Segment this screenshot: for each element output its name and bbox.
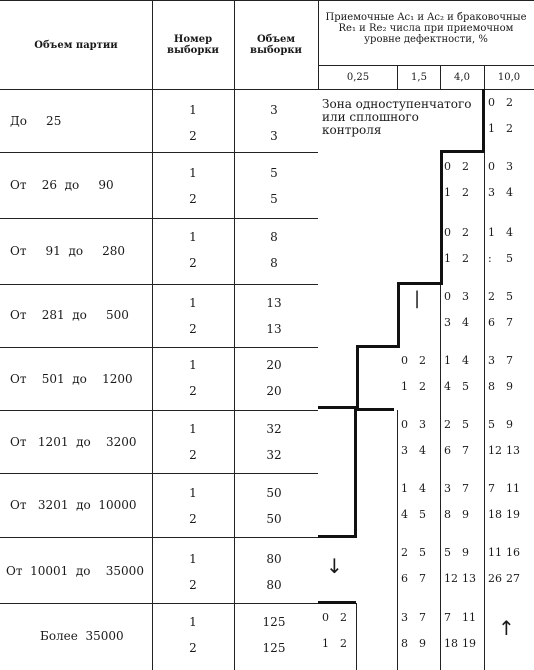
acceptance-number: 27 [506, 572, 520, 585]
boundary-step [356, 408, 394, 411]
sample-size: 80 [266, 578, 282, 592]
header-acceptance-numbers: Приемочные Ac₁ и Ac₂ и браковочные Re₁ и Re₂ числа при приемочном уровне дефектности, % [325, 12, 527, 45]
sample-size: 3 [270, 129, 278, 143]
boundary-step [440, 150, 443, 284]
header-sample-number: Номер выборки [167, 34, 219, 56]
acceptance-number: 7 [419, 572, 426, 585]
acceptance-number: 2 [340, 637, 347, 650]
acceptance-number: 2 [506, 122, 513, 135]
lot-size-label: Более 35000 [40, 629, 124, 643]
sample-number: 1 [189, 103, 197, 117]
acceptance-number: 0 [401, 354, 408, 367]
acceptance-number: 1 [322, 637, 329, 650]
acceptance-number: 5 [506, 252, 513, 265]
acceptance-number: 3 [462, 290, 469, 303]
acceptance-number: 0 [401, 418, 408, 431]
level-100: 10,0 [497, 72, 521, 83]
acceptance-number: 0 [488, 96, 495, 109]
acceptance-number: 1 [444, 186, 451, 199]
acceptance-number: 3 [488, 186, 495, 199]
acceptance-number: 5 [419, 508, 426, 521]
acceptance-number: 12 [488, 444, 502, 457]
level-divider [397, 65, 398, 89]
acceptance-number: 7 [444, 611, 451, 624]
acceptance-number: 7 [506, 354, 513, 367]
boundary-step [397, 282, 400, 347]
acceptance-number: : [488, 252, 492, 265]
row-separator [0, 410, 318, 411]
acceptance-number: 18 [488, 508, 502, 521]
acceptance-number: 2 [419, 380, 426, 393]
acceptance-number: 0 [444, 226, 451, 239]
acceptance-number: 11 [488, 546, 502, 559]
acceptance-number: 4 [506, 226, 513, 239]
sample-number: 1 [189, 358, 197, 372]
acceptance-number: 0 [488, 160, 495, 173]
boundary-step [482, 89, 485, 152]
arrow-up-icon: ↑ [498, 616, 515, 640]
acceptance-number: 7 [506, 316, 513, 329]
acceptance-number: 11 [462, 611, 476, 624]
acceptance-number: 16 [506, 546, 520, 559]
level-row-top-border [318, 65, 534, 66]
acceptance-number: 4 [419, 482, 426, 495]
acceptance-number: 1 [401, 380, 408, 393]
acceptance-number: 1 [444, 354, 451, 367]
acceptance-number: 8 [401, 637, 408, 650]
lot-size-label: До 25 [10, 114, 62, 128]
level-divider [484, 65, 485, 89]
sample-number: 2 [189, 129, 197, 143]
acceptance-number: 4 [462, 316, 469, 329]
acceptance-number: 2 [340, 611, 347, 624]
acceptance-number: 12 [444, 572, 458, 585]
row-separator [0, 347, 318, 348]
acceptance-number: 6 [444, 444, 451, 457]
acceptance-number: 19 [462, 637, 476, 650]
sample-number: 2 [189, 384, 197, 398]
lot-size-label: От 3201 до 10000 [10, 498, 137, 512]
sample-number: 2 [189, 448, 197, 462]
acceptance-number: 5 [444, 546, 451, 559]
sample-size: 8 [270, 256, 278, 270]
acceptance-number: 3 [488, 354, 495, 367]
acceptance-number: 1 [444, 252, 451, 265]
acceptance-number: 0 [444, 290, 451, 303]
acceptance-number: 2 [462, 252, 469, 265]
level-40: 4,0 [454, 72, 470, 83]
acceptance-number: 3 [401, 444, 408, 457]
acceptance-number: 9 [462, 508, 469, 521]
sample-size: 32 [266, 422, 282, 436]
acceptance-number: 2 [462, 226, 469, 239]
level-15: 1,5 [411, 72, 427, 83]
acceptance-number: 4 [506, 186, 513, 199]
acceptance-number: 5 [488, 418, 495, 431]
acceptance-number: 6 [401, 572, 408, 585]
acceptance-number: 2 [462, 186, 469, 199]
acceptance-number: 11 [506, 482, 520, 495]
acceptance-number: 4 [419, 444, 426, 457]
acceptance-number: 3 [401, 611, 408, 624]
sample-number: 2 [189, 192, 197, 206]
boundary-step [356, 345, 400, 348]
level-divider [440, 65, 441, 89]
acceptance-number: 5 [462, 418, 469, 431]
sample-size: 5 [270, 192, 278, 206]
sample-size: 3 [270, 103, 278, 117]
boundary-step [440, 150, 485, 153]
sample-number: 1 [189, 486, 197, 500]
acceptance-number: 7 [419, 611, 426, 624]
header-sample-size: Объем выборки [250, 34, 302, 56]
acceptance-number: 4 [444, 380, 451, 393]
acceptance-number: 3 [506, 160, 513, 173]
acceptance-number: 13 [506, 444, 520, 457]
acceptance-number: 7 [488, 482, 495, 495]
level-divider [356, 603, 357, 670]
acceptance-number: 9 [419, 637, 426, 650]
acceptance-number: 5 [462, 380, 469, 393]
sample-size: 20 [266, 384, 282, 398]
acceptance-number: 26 [488, 572, 502, 585]
lot-size-label: От 10001 до 35000 [6, 564, 144, 578]
row-separator [0, 152, 318, 153]
col-divider-1 [152, 0, 153, 670]
sample-number: 1 [189, 615, 197, 629]
acceptance-number: 2 [488, 290, 495, 303]
acceptance-number: 8 [488, 380, 495, 393]
sample-size: 80 [266, 552, 282, 566]
arrow-mark-icon: | [414, 288, 421, 309]
level-divider [397, 410, 398, 670]
boundary-step [318, 406, 359, 409]
sample-number: 1 [189, 230, 197, 244]
sample-size: 50 [266, 486, 282, 500]
sample-number: 2 [189, 578, 197, 592]
row-separator [0, 537, 318, 538]
arrow-down-icon: ↓ [326, 554, 343, 578]
acceptance-number: 9 [506, 418, 513, 431]
lot-size-label: От 26 до 90 [10, 178, 114, 192]
acceptance-number: 0 [444, 160, 451, 173]
boundary-step [318, 535, 357, 538]
sample-size: 32 [266, 448, 282, 462]
sample-number: 1 [189, 552, 197, 566]
sample-size: 50 [266, 512, 282, 526]
sample-size: 125 [262, 641, 286, 655]
boundary-step [356, 345, 359, 408]
sample-number: 1 [189, 166, 197, 180]
boundary-step [318, 601, 356, 604]
lot-size-label: От 1201 до 3200 [10, 435, 137, 449]
acceptance-number: 18 [444, 637, 458, 650]
single-stage-zone-note: Зона одноступенчатого или сплошного контроля [322, 97, 472, 137]
lot-size-label: От 501 до 1200 [10, 372, 133, 386]
acceptance-number: 19 [506, 508, 520, 521]
header-bottom-border [0, 89, 534, 90]
acceptance-number: 2 [506, 96, 513, 109]
sample-number: 2 [189, 512, 197, 526]
row-separator [0, 603, 318, 604]
sample-number: 2 [189, 322, 197, 336]
acceptance-number: 1 [401, 482, 408, 495]
acceptance-number: 1 [488, 226, 495, 239]
row-separator [0, 218, 318, 219]
col-divider-3 [318, 0, 319, 89]
row-separator [0, 284, 318, 285]
acceptance-number: 2 [419, 354, 426, 367]
acceptance-number: 3 [444, 316, 451, 329]
acceptance-number: 3 [419, 418, 426, 431]
sample-size: 8 [270, 230, 278, 244]
sample-number: 2 [189, 641, 197, 655]
lot-size-label: От 281 до 500 [10, 308, 129, 322]
acceptance-number: 3 [444, 482, 451, 495]
acceptance-number: 5 [506, 290, 513, 303]
header-lot-size: Объем партии [34, 40, 118, 51]
sample-size: 125 [262, 615, 286, 629]
table-top-border [0, 0, 534, 1]
acceptance-number: 2 [444, 418, 451, 431]
acceptance-number: 2 [462, 160, 469, 173]
row-separator [0, 473, 318, 474]
sample-size: 20 [266, 358, 282, 372]
boundary-step [354, 408, 357, 538]
acceptance-number: 0 [322, 611, 329, 624]
sample-number: 1 [189, 422, 197, 436]
acceptance-number: 6 [488, 316, 495, 329]
level-divider [484, 89, 485, 670]
level-divider [440, 218, 441, 670]
sample-size: 13 [266, 296, 282, 310]
sample-number: 2 [189, 256, 197, 270]
sample-size: 13 [266, 322, 282, 336]
sample-size: 5 [270, 166, 278, 180]
acceptance-number: 7 [462, 482, 469, 495]
sample-number: 1 [189, 296, 197, 310]
boundary-step [397, 282, 443, 285]
acceptance-number: 7 [462, 444, 469, 457]
acceptance-number: 8 [444, 508, 451, 521]
acceptance-number: 1 [488, 122, 495, 135]
acceptance-number: 4 [462, 354, 469, 367]
acceptance-number: 9 [462, 546, 469, 559]
acceptance-number: 5 [419, 546, 426, 559]
lot-size-label: От 91 до 280 [10, 244, 126, 258]
level-025: 0,25 [346, 72, 370, 83]
acceptance-number: 2 [401, 546, 408, 559]
acceptance-number: 9 [506, 380, 513, 393]
acceptance-number: 4 [401, 508, 408, 521]
col-divider-2 [234, 0, 235, 670]
acceptance-number: 13 [462, 572, 476, 585]
